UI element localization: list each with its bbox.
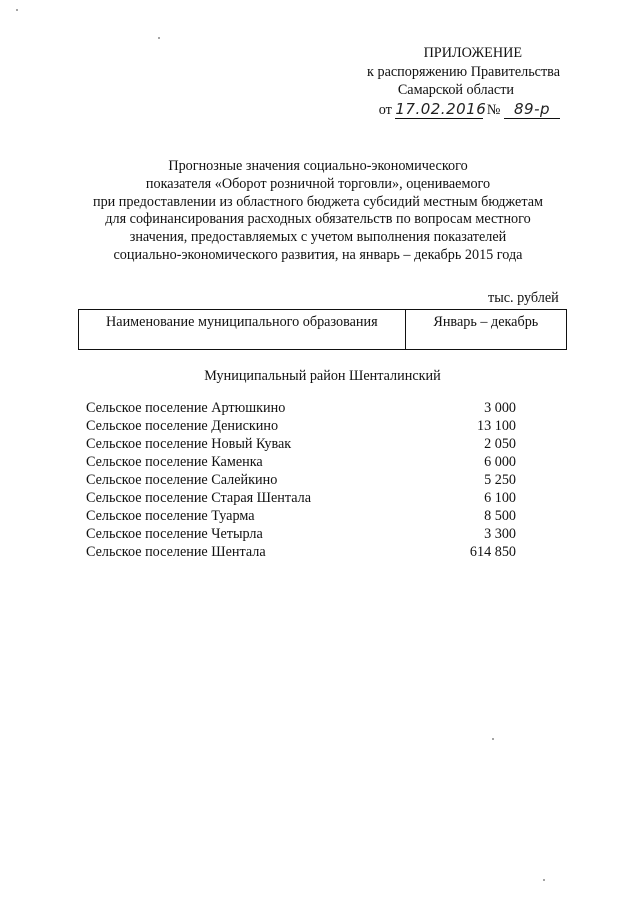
settlement-name: Сельское поселение Шентала <box>86 544 266 560</box>
settlement-name: Сельское поселение Четырла <box>86 526 263 542</box>
district-title: Муниципальный район Шенталинский <box>204 368 441 384</box>
number-sign: № <box>486 101 501 118</box>
appendix-line-2: Самарской области <box>397 82 514 98</box>
table-row <box>86 525 516 543</box>
scan-mark <box>543 879 545 881</box>
settlement-name: Сельское поселение Новый Кувак <box>86 436 292 452</box>
settlement-name: Сельское поселение Старая Шентала <box>86 490 312 506</box>
settlement-value: 13 100 <box>476 418 516 434</box>
heading-line: для софинансирования расходных обязательств по вопросам местного <box>105 211 531 228</box>
settlement-list <box>86 399 516 561</box>
settlement-value: 6 100 <box>484 490 516 506</box>
table-row <box>86 507 516 525</box>
column-header-name: Наименование муниципального образования <box>79 310 406 350</box>
scan-mark <box>492 738 494 740</box>
table-row <box>86 435 516 453</box>
units-label: тыс. рублей <box>488 290 559 306</box>
column-header-period: Январь – декабрь <box>405 310 566 350</box>
heading-line: при предоставлении из областного бюджета субсидий местным бюджетам <box>92 193 543 210</box>
table-row <box>86 417 516 435</box>
date-prefix: от <box>378 101 392 118</box>
table-row <box>86 489 516 507</box>
table-row <box>86 453 516 471</box>
settlement-name: Сельское поселение Туарма <box>86 508 255 524</box>
appendix-title: ПРИЛОЖЕНИЕ <box>423 45 522 61</box>
heading-line: Прогнозные значения социально-экономического <box>168 158 468 174</box>
settlement-value: 6 000 <box>484 454 516 470</box>
table-row <box>86 471 516 489</box>
settlement-value: 614 850 <box>469 544 516 560</box>
settlement-value: 8 500 <box>484 508 516 524</box>
heading-line: показателя «Оборот розничной торговли», оцениваемого <box>145 175 491 192</box>
settlement-value: 3 000 <box>484 400 516 416</box>
document-heading <box>78 158 558 265</box>
table-row <box>86 399 516 417</box>
scan-mark <box>158 37 160 39</box>
table-row <box>86 543 516 561</box>
settlement-value: 3 300 <box>484 526 516 542</box>
appendix-date-line <box>340 100 560 120</box>
settlement-name: Сельское поселение Денискино <box>86 418 279 434</box>
appendix-block <box>340 44 560 119</box>
settlement-name: Сельское поселение Салейкино <box>86 472 278 488</box>
table-header <box>78 309 567 350</box>
settlement-value: 2 050 <box>484 436 516 452</box>
handwritten-number: 89-р <box>504 100 560 120</box>
settlement-value: 5 250 <box>484 472 516 488</box>
heading-line: значения, предоставляемых с учетом выполнения показателей <box>129 229 507 246</box>
appendix-line-1: к распоряжению Правительства <box>367 63 560 80</box>
handwritten-date: 17.02.2016 <box>395 99 487 118</box>
scan-mark <box>16 9 18 11</box>
heading-line: социально-экономического развития, на январь – декабрь 2015 года <box>113 246 523 263</box>
settlement-name: Сельское поселение Каменка <box>86 454 263 470</box>
settlement-name: Сельское поселение Артюшкино <box>86 400 286 416</box>
